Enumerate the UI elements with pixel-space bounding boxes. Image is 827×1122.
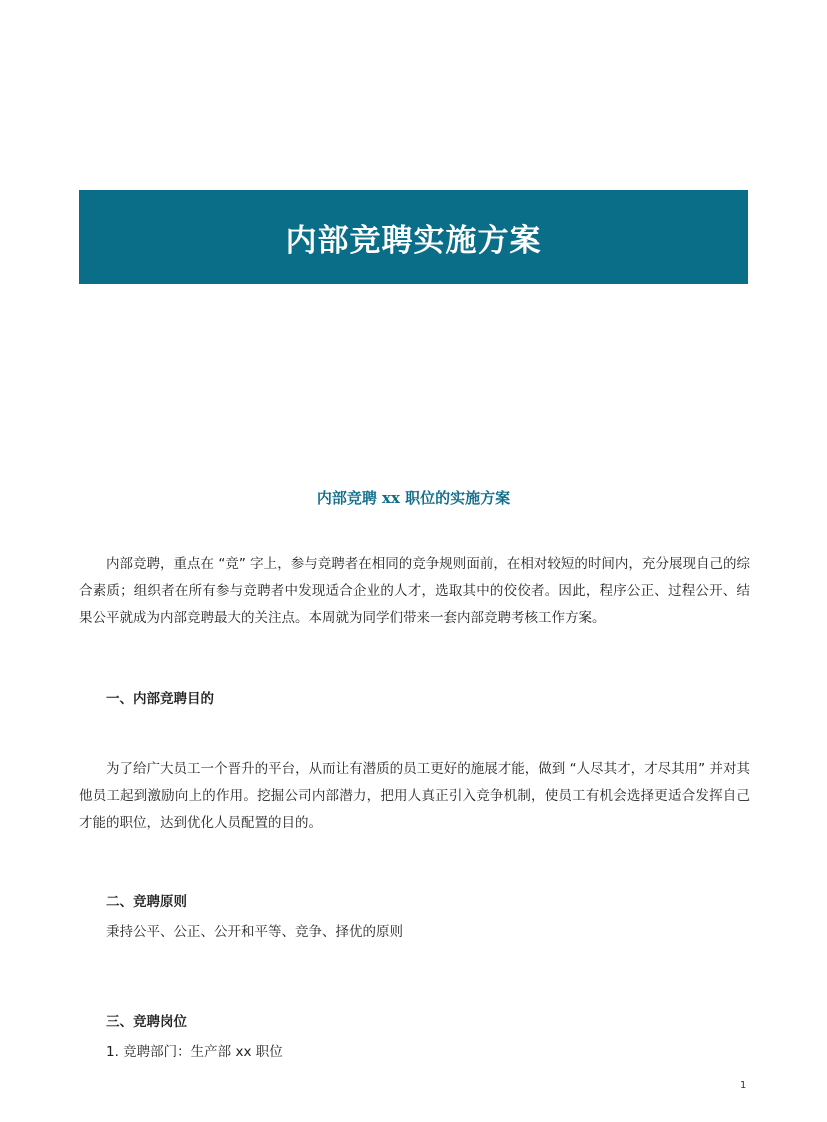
document-title: 内部竞聘实施方案 — [285, 222, 542, 259]
section-body-principles: 秉持公平、公正、公开和平等、竞争、择优的原则 — [106, 924, 403, 940]
section-heading-positions: 三、竞聘岗位 — [106, 1014, 187, 1030]
section-heading-principles: 二、竞聘原则 — [106, 894, 187, 910]
intro-paragraph: 内部竞聘，重点在 “竞” 字上，参与竞聘者在相同的竞争规则面前，在相对较短的时间内，充分展现自己的综合素质；组织者在所有参与竞聘者中发现适合企业的人才，选取其中的佼佼者。因此，程序公正、过程公开、结果公平就成为内部竞聘最大的关注点。本周就为同学们带来一套内部竞聘考核工作方案。 — [79, 556, 750, 626]
section-body-purpose: 为了给广大员工一个晋升的平台，从而让有潜质的员工更好的施展才能，做到 “人尽其才，才尽其用” 并对其他员工起到激励向上的作用。挖掘公司内部潜力，把用人真正引入竞争机制，使员工有机会选择更适合发挥自己才能的职位，达到优化人员配置的目的。 — [79, 761, 750, 831]
document-subtitle: 内部竞聘 xx 职位的实施方案 — [316, 489, 511, 507]
title-banner — [79, 190, 748, 284]
page-number: 1 — [740, 1080, 747, 1091]
section-heading-purpose: 一、内部竞聘目的 — [106, 691, 214, 707]
position-list-item: 1. 竞聘部门：生产部 xx 职位 — [106, 1044, 283, 1060]
